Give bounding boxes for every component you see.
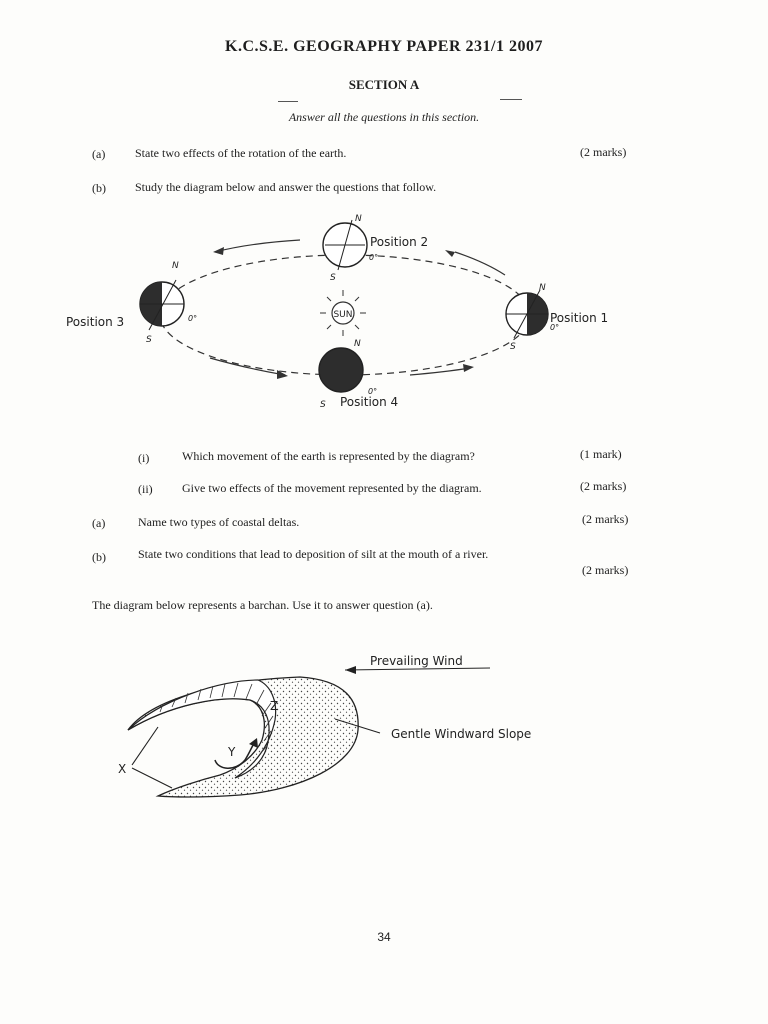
arrow-head (213, 247, 224, 255)
question-marks: (2 marks) (582, 563, 629, 577)
x-pointer (132, 727, 158, 765)
position-4-label: Position 4 (340, 395, 399, 409)
north-label: N (539, 283, 546, 293)
divider (500, 99, 522, 100)
orbit-arrow (455, 252, 505, 275)
north-label: N (355, 214, 362, 224)
question-label: (a) (92, 147, 106, 161)
x-pointer (132, 768, 172, 788)
question-marks: (2 marks) (580, 479, 627, 493)
orbit-arrow (410, 368, 470, 375)
north-label: N (354, 339, 361, 349)
arrow-head (249, 738, 258, 748)
question-text: State two effects of the rotation of the earth. (135, 146, 347, 160)
question-label: (b) (92, 550, 106, 564)
question-marks: (2 marks) (580, 145, 627, 159)
south-label: S (510, 342, 516, 352)
question-text: Study the diagram below and answer the questions that follow. (135, 180, 437, 194)
x-label: X (118, 762, 127, 776)
question-label: (a) (92, 516, 106, 530)
barchan-intro: The diagram below represents a barchan. Use it to answer question (a). (92, 598, 433, 612)
sun-icon (320, 290, 366, 336)
section-heading: SECTION A (348, 77, 420, 92)
position-3-label: Position 3 (66, 315, 125, 329)
question-label: (i) (138, 451, 150, 465)
question-text: Name two types of coastal deltas. (138, 515, 300, 529)
south-label: S (320, 400, 326, 410)
arrow-head (345, 666, 356, 674)
position-2-label: Position 2 (370, 235, 429, 249)
arrow-head (463, 364, 474, 372)
wind-arrow (345, 668, 490, 670)
section-instruction: Answer all the questions in this section. (288, 110, 480, 124)
barchan-diagram (0, 640, 768, 820)
question-text: Which movement of the earth is represented by the diagram? (182, 449, 475, 463)
slope-label: Gentle Windward Slope (391, 727, 532, 741)
sun-label: SUN (333, 310, 353, 320)
wind-label: Prevailing Wind (370, 654, 463, 668)
question-text: Give two effects of the movement represented by the diagram. (182, 481, 482, 495)
question-marks: (1 mark) (580, 447, 622, 461)
equator-label: 0° (368, 387, 378, 396)
page-number: 34 (377, 930, 391, 944)
divider (278, 101, 298, 102)
equator-label: 0° (188, 314, 198, 323)
earth-orbit-diagram (0, 205, 768, 415)
equator-label: 0° (369, 253, 379, 262)
position-1-label: Position 1 (550, 311, 609, 325)
y-label: Y (228, 745, 236, 759)
arrow-head (445, 250, 455, 257)
question-label: (ii) (138, 482, 153, 496)
south-label: S (330, 273, 336, 283)
z-label: Z (270, 699, 279, 713)
slip-face (128, 680, 279, 778)
equator-label: 0° (550, 323, 560, 332)
north-label: N (172, 261, 179, 271)
question-text: State two conditions that lead to deposition of silt at the mouth of a river. (138, 547, 489, 561)
question-marks: (2 marks) (582, 512, 629, 526)
south-label: S (146, 335, 152, 345)
orbit-arrow (215, 240, 300, 252)
question-label: (b) (92, 181, 106, 195)
page-title: K.C.S.E. GEOGRAPHY PAPER 231/1 2007 (225, 38, 543, 55)
